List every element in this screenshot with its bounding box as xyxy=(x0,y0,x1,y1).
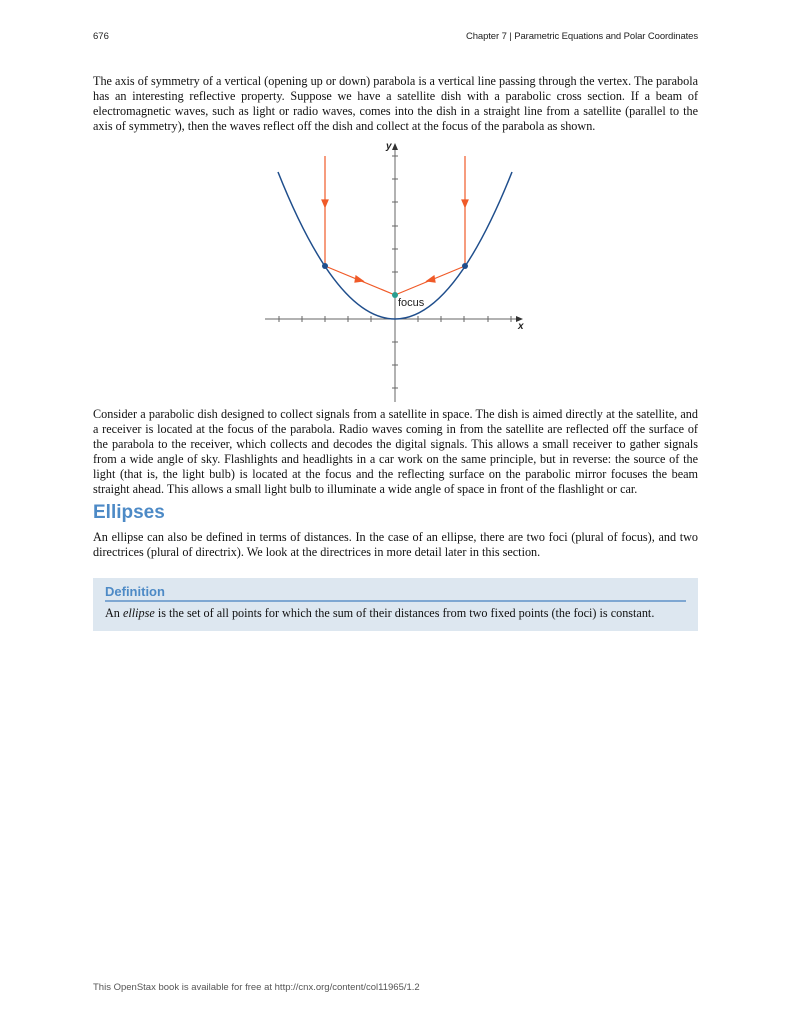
paragraph-satellite-dish: Consider a parabolic dish designed to collect signals from a satellite in space. The dish is aimed directly at the satellite, and a receiver is located at the focus of the parabola. Radio waves coming in from the satellite are reflected off the surface of the parabola to the receiver, which collects and decodes the digital signals. This allows a small receiver to gather signals from a wide angle of sky. Flashlights and headlights in a car work on the same principle, but in reverse: the source of the light (that is, the light bulb) is located at the focus and the reflecting surface on the parabolic mirror focuses the beam straight ahead. This allows a small light bulb to illuminate a wide angle of space in front of the flashlight or car. xyxy=(93,407,698,496)
definition-divider xyxy=(105,600,686,602)
definition-box xyxy=(93,578,698,631)
page-footer: This OpenStax book is available for free at http://cnx.org/content/col11965/1.2 xyxy=(93,982,420,993)
section-title-ellipses: Ellipses xyxy=(93,502,165,523)
parabola-reflection-figure xyxy=(260,138,530,406)
definition-title: Definition xyxy=(105,584,165,599)
y-axis xyxy=(392,144,398,402)
definition-text xyxy=(105,606,685,621)
definition-text-prefix: An xyxy=(105,606,123,620)
paragraph-ellipse-intro: An ellipse can also be defined in terms of distances. In the case of an ellipse, there are two foci (plural of focus), and two directrices (plural of directrix). We look at the directrices in more detail later in this section. xyxy=(93,530,698,559)
paragraph-reflective-property: The axis of symmetry of a vertical (opening up or down) parabola is a vertical line passing through the vertex. The parabola has an interesting reflective property. Suppose we have a satellite dish with a parabolic cross section. If a beam of electromagnetic waves, such as light or radio waves, comes into the dish in a straight line from a satellite (parallel to the axis of symmetry), then the waves reflect off the dish and collect at the focus of the parabola as shown. xyxy=(93,74,698,133)
y-axis-label: y xyxy=(386,141,392,152)
definition-text-suffix: is the set of all points for which the sum of their distances from two fixed points (the foci) is constant. xyxy=(154,606,655,620)
chapter-header: Chapter 7 | Parametric Equations and Polar Coordinates xyxy=(465,31,698,42)
page-number: 676 xyxy=(93,31,109,42)
x-axis-label: x xyxy=(518,321,524,332)
reflection-point-left xyxy=(322,263,328,269)
definition-term: ellipse xyxy=(122,606,155,620)
focus-label: focus xyxy=(398,297,425,309)
reflection-point-right xyxy=(462,263,468,269)
